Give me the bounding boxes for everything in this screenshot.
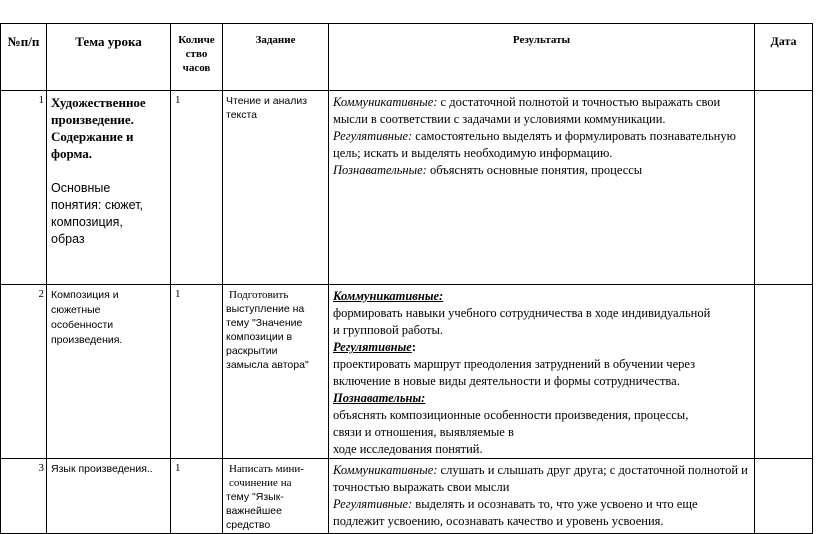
table-row <box>1 459 813 534</box>
row-results: Коммуникативные: формировать навыки учебного сотрудничества в ходе индивидуальной и групповой работы. Регулятивные: проектировать маршрут преодоления затруднений в обучении через включение в новые виды деятельности и формы сотрудничества. Познавательны: объяснять композиционные особенности произведения, процессы, связи и отношения, выявляемые в ходе исследования понятий. <box>329 285 755 459</box>
result-regulative: Регулятивные: <box>333 340 417 354</box>
topic-line: понятия: сюжет, <box>51 198 144 212</box>
header-results: Результаты <box>329 24 755 91</box>
header-number: №п/п <box>1 24 47 91</box>
result-communicative: Коммуникативные: <box>333 289 444 303</box>
row-number: 1 <box>1 91 47 285</box>
row-hours: 1 <box>171 91 223 285</box>
row-task: Подготовить выступление на тему "Значение композиции в раскрытии замысла автора" <box>223 285 329 459</box>
topic-line: Основные <box>51 181 111 195</box>
row-number: 3 <box>1 459 47 534</box>
row-topic <box>47 91 171 285</box>
header-topic: Тема урока <box>47 24 171 91</box>
header-task: Задание <box>223 24 329 91</box>
topic-line: произведение. <box>51 112 134 127</box>
topic-line: сюжетные <box>51 304 101 316</box>
result-communicative: Коммуникативные: с достаточной полнотой и точностью выражать свои мысли в соответствии с задачами и условиями коммуникации. <box>333 95 721 126</box>
header-row <box>1 24 813 91</box>
result-communicative: Коммуникативные: слушать и слышать друг друга; с достаточной полнотой и точностью выражать свои мысли <box>333 463 748 494</box>
row-date <box>755 91 813 285</box>
row-date <box>755 285 813 459</box>
table-row <box>1 91 813 285</box>
row-topic <box>47 285 171 459</box>
result-regulative: Регулятивные: самостоятельно выделять и формулировать познавательную цель; искать и выделять необходимую информацию. <box>333 129 736 160</box>
topic-line: Язык произведения.. <box>51 463 153 475</box>
result-cognitive: Познавательны: <box>333 391 426 405</box>
lesson-plan-table <box>0 23 813 534</box>
topic-line: композиция, <box>51 215 123 229</box>
row-hours: 1 <box>171 285 223 459</box>
topic-line: произведения. <box>51 334 123 346</box>
result-cognitive: Познавательные: объяснять основные понятия, процессы <box>333 163 643 177</box>
row-task: Написать мини- сочинение на тему "Язык- важнейшее средство <box>223 459 329 534</box>
row-task: Чтение и анализ текста <box>223 91 329 285</box>
row-results <box>329 459 755 534</box>
topic-line: особенности <box>51 319 114 331</box>
row-date <box>755 459 813 534</box>
table-row <box>1 285 813 459</box>
row-hours: 1 <box>171 459 223 534</box>
topic-line: форма. <box>51 146 93 161</box>
row-number: 2 <box>1 285 47 459</box>
header-date: Дата <box>755 24 813 91</box>
row-results <box>329 91 755 285</box>
topic-line: образ <box>51 232 85 246</box>
row-topic <box>47 459 171 534</box>
topic-line: Композиция и <box>51 289 119 301</box>
header-hours: Количе ство часов <box>171 24 223 91</box>
topic-line: Художественное <box>51 95 146 110</box>
result-regulative: Регулятивные: выделять и осознавать то, что уже усвоено и что еще подлежит усвоению, осознавать качество и уровень усвоения. <box>333 497 698 528</box>
topic-line: Содержание и <box>51 129 134 144</box>
